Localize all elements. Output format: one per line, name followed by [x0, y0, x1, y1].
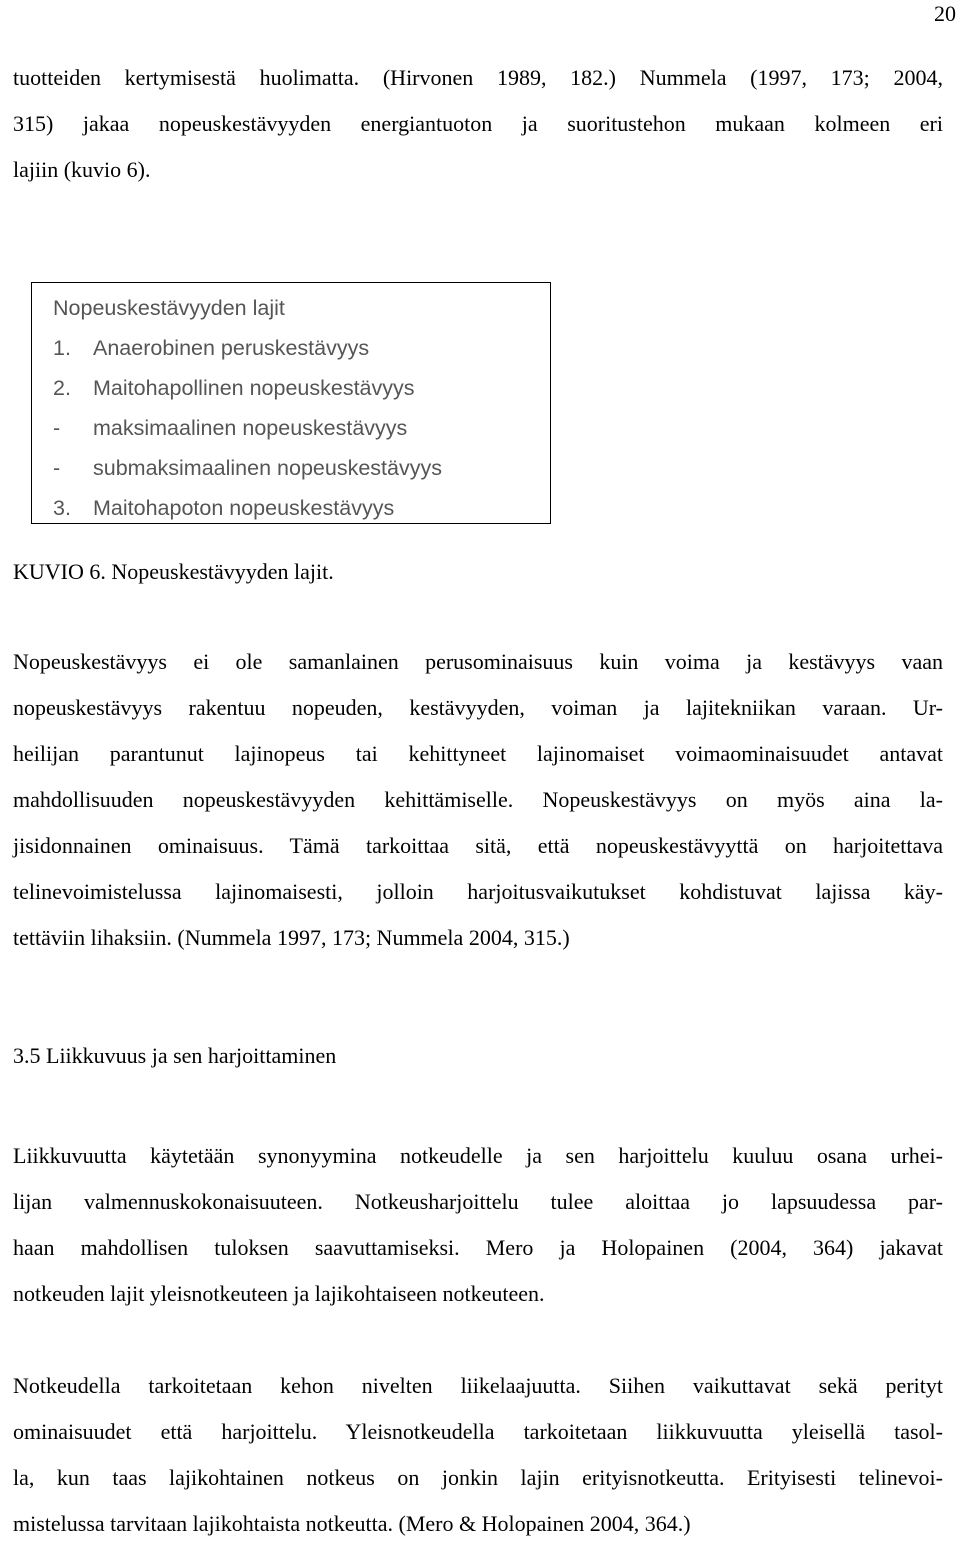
figure-item: [53, 456, 442, 480]
text-line: mahdollisuuden nopeuskestävyyden kehittämiselle. Nopeuskestävyys on myös aina la-: [13, 787, 943, 812]
figure-item-text: Anaerobinen peruskestävyys: [93, 336, 370, 360]
text-line: 315) jakaa nopeuskestävyyden energiantuoton ja suoritustehon mukaan kolmeen eri: [13, 111, 943, 136]
text-line: ominaisuudet että harjoittelu. Yleisnotkeudella tarkoitetaan liikkuvuutta yleisellä tasol-: [13, 1419, 943, 1444]
intro-paragraph: [13, 55, 943, 193]
text-line: heilijan parantunut lajinopeus tai kehittyneet lajinomaiset voimaominaisuudet antavat: [13, 741, 943, 766]
text-line: mistelussa tarvitaan lajikohtaista notkeutta. (Mero & Holopainen 2004, 364.): [13, 1511, 691, 1536]
text-line: tettäviin lihaksiin. (Nummela 1997, 173; Nummela 2004, 315.): [13, 925, 570, 950]
text-line: nopeuskestävyys rakentuu nopeuden, kestävyyden, voiman ja lajitekniikan varaan. Ur-: [13, 695, 943, 720]
text-line: Liikkuvuutta käytetään synonyymina notkeudelle ja sen harjoittelu kuuluu osana urhei-: [13, 1143, 943, 1168]
figure-item-text: submaksimaalinen nopeuskestävyys: [93, 456, 442, 480]
figure-item: [53, 496, 394, 520]
figure-item-marker: -: [53, 416, 61, 440]
figure-item-marker: -: [53, 456, 61, 480]
paragraph-speed-endurance: [13, 639, 943, 961]
text-line: notkeuden lajit yleisnotkeuteen ja lajikohtaiseen notkeuteen.: [13, 1281, 545, 1306]
paragraph-flexibility-definition: [13, 1363, 943, 1547]
figure-box: [31, 282, 551, 524]
figure-item-text: Maitohapollinen nopeuskestävyys: [93, 376, 415, 400]
text-line: jisidonnainen ominaisuus. Tämä tarkoittaa sitä, että nopeuskestävyyttä on harjoitettava: [13, 833, 943, 858]
text-line: Notkeudella tarkoitetaan kehon nivelten liikelaajuutta. Siihen vaikuttavat sekä perityt: [13, 1373, 943, 1398]
figure-title: Nopeuskestävyyden lajit: [53, 296, 285, 320]
text-line: la, kun taas lajikohtainen notkeus on jonkin lajin erityisnotkeutta. Erityisesti telinevoi-: [13, 1465, 943, 1490]
figure-item: [53, 336, 369, 360]
page-number: 20: [934, 1, 956, 26]
text-line: haan mahdollisen tuloksen saavuttamiseksi. Mero ja Holopainen (2004, 364) jakavat: [13, 1235, 943, 1260]
figure-caption: KUVIO 6. Nopeuskestävyyden lajit.: [13, 559, 334, 584]
figure-item: [53, 416, 407, 440]
text-line: tuotteiden kertymisestä huolimatta. (Hirvonen 1989, 182.) Nummela (1997, 173; 2004,: [13, 65, 943, 90]
figure-item-marker: 3.: [53, 496, 71, 520]
figure-item-marker: 1.: [53, 336, 71, 360]
text-line: Nopeuskestävyys ei ole samanlainen perusominaisuus kuin voima ja kestävyys vaan: [13, 649, 943, 674]
paragraph-flexibility: [13, 1133, 943, 1317]
section-heading: 3.5 Liikkuvuus ja sen harjoittaminen: [13, 1043, 337, 1068]
figure-item-marker: 2.: [53, 376, 71, 400]
text-line: telinevoimistelussa lajinomaisesti, jolloin harjoitusvaikutukset kohdistuvat lajissa käy-: [13, 879, 943, 904]
text-line: lajiin (kuvio 6).: [13, 157, 151, 182]
figure-item: [53, 376, 415, 400]
figure-item-text: maksimaalinen nopeuskestävyys: [93, 416, 408, 440]
text-line: lijan valmennuskokonaisuuteen. Notkeusharjoittelu tulee aloittaa jo lapsuudessa par-: [13, 1189, 943, 1214]
figure-item-text: Maitohapoton nopeuskestävyys: [93, 496, 395, 520]
